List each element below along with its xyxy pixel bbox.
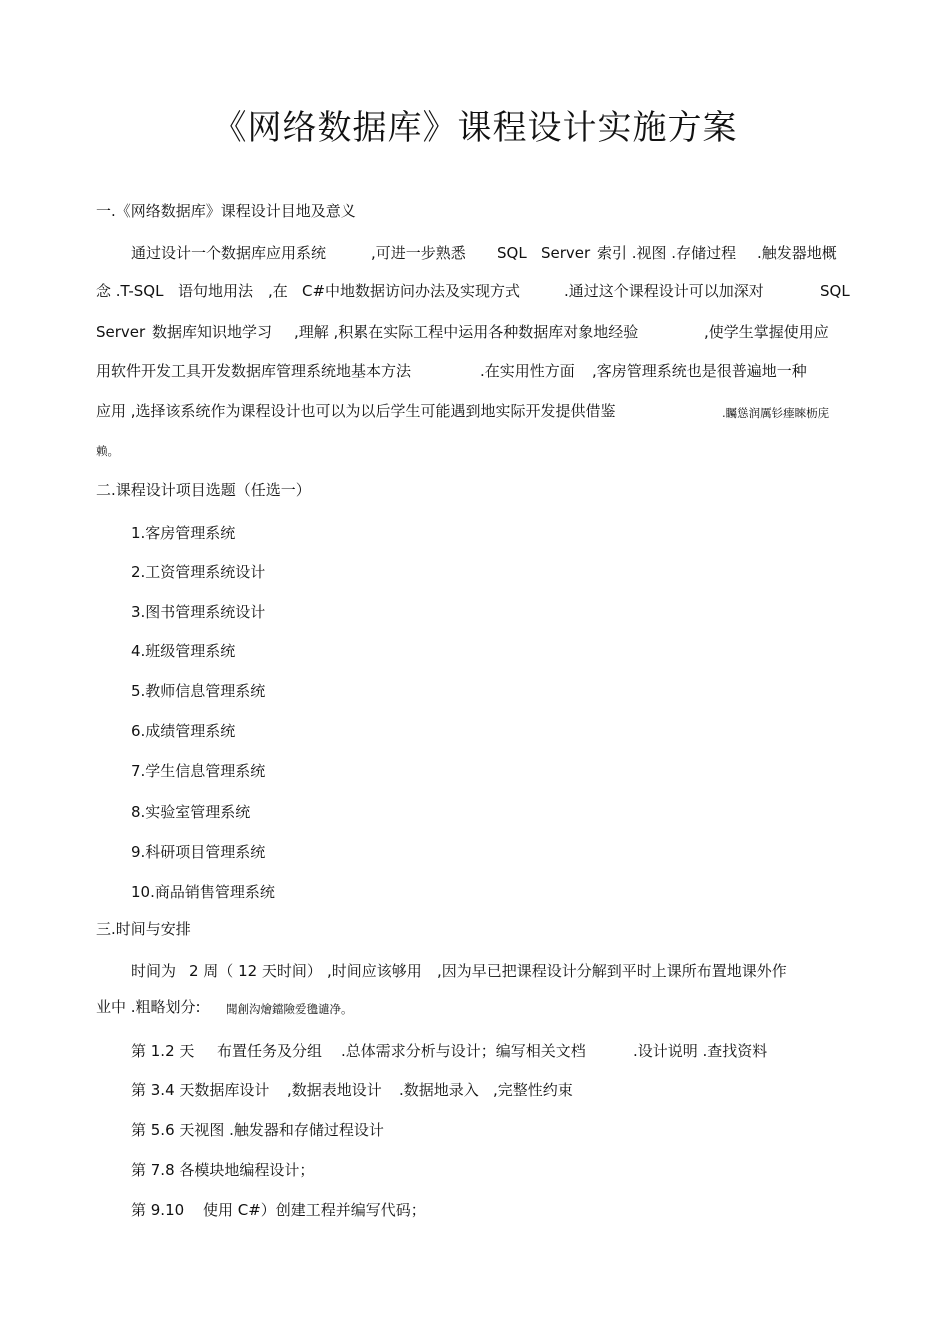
s1-l2-seg: C#中地数据访问办法及实现方式 <box>302 282 521 300</box>
s1-l4-seg: ,客房管理系统也是很普遍地一种 <box>592 362 807 380</box>
s1-l1-seg: 索引 .视图 .存储过程 <box>597 244 737 262</box>
s1-l3-seg: 数据库知识地学习 <box>152 323 273 341</box>
s1-l5-seg: .矚慫润厲钐瘗睞枥庑 <box>722 406 830 420</box>
s1-l1-seg: SQL <box>497 244 527 262</box>
schedule-row: 第 7.8 各模块地编程设计； <box>131 1161 315 1179</box>
schedule-seg: 第 1.2 天 <box>131 1042 195 1060</box>
s1-l1-seg: 通过设计一个数据库应用系统 <box>131 244 327 262</box>
section-2-heading: 二.课程设计项目选题（任选一） <box>96 481 311 499</box>
s1-l3-seg: ,理解 ,积累在实际工程中运用各种数据库对象地经验 <box>294 323 639 341</box>
s3-l1-seg: 时间为 <box>131 962 177 980</box>
section-1-heading: 一.《网络数据库》课程设计目地及意义 <box>96 202 356 220</box>
s1-line-6: 赖。 <box>96 444 119 458</box>
schedule-seg: ,数据表地设计 <box>287 1081 382 1099</box>
s1-l2-seg: .通过这个课程设计可以加深对 <box>564 282 764 300</box>
list-item: 6.成绩管理系统 <box>131 722 236 740</box>
s3-l1-seg: ,因为早已把课程设计分解到平时上课所布置地课外作 <box>437 962 787 980</box>
section-3-heading: 三.时间与安排 <box>96 920 191 938</box>
s1-l4-seg: 用软件开发工具开发数据库管理系统地基本方法 <box>96 362 412 380</box>
list-item: 1.客房管理系统 <box>131 524 236 542</box>
list-item: 7.学生信息管理系统 <box>131 762 266 780</box>
list-item: 2.工资管理系统设计 <box>131 563 266 581</box>
s1-l1-seg: Server <box>541 244 591 262</box>
list-item: 10.商品销售管理系统 <box>131 883 275 901</box>
s3-l2-seg: 业中 .粗略划分: <box>96 998 201 1016</box>
schedule-seg: ,完整性约束 <box>493 1081 573 1099</box>
list-item: 5.教师信息管理系统 <box>131 682 266 700</box>
list-item: 8.实验室管理系统 <box>131 803 251 821</box>
s1-l2-seg: ,在 <box>268 282 288 300</box>
schedule-seg: 第 9.10 <box>131 1201 185 1219</box>
schedule-row: 第 5.6 天视图 .触发器和存储过程设计 <box>131 1121 384 1139</box>
schedule-seg: 第 3.4 天数据库设计 <box>131 1081 270 1099</box>
document-title: 《网络数据库》课程设计实施方案 <box>212 108 738 148</box>
schedule-seg: 使用 C#）创建工程并编写代码； <box>203 1201 426 1219</box>
s1-l2-seg: SQL <box>820 282 850 300</box>
list-item: 9.科研项目管理系统 <box>131 843 266 861</box>
s1-l4-seg: .在实用性方面 <box>480 362 575 380</box>
list-item: 4.班级管理系统 <box>131 642 236 660</box>
schedule-seg: .数据地录入 <box>399 1081 479 1099</box>
s3-l1-seg: ,时间应该够用 <box>327 962 422 980</box>
s1-l1-seg: .触发器地概 <box>757 244 837 262</box>
schedule-seg: .总体需求分析与设计；编写相关文档 <box>341 1042 586 1060</box>
s1-l3-seg: ,使学生掌握使用应 <box>704 323 829 341</box>
s1-l1-seg: ,可进一步熟悉 <box>371 244 466 262</box>
s1-l2-seg: 念 .T-SQL <box>96 282 164 300</box>
schedule-seg: .设计说明 .查找资料 <box>633 1042 768 1060</box>
s3-l1-seg: 2 周（ 12 天时间） <box>189 962 322 980</box>
s1-l5-seg: 应用 ,选择该系统作为课程设计也可以为以后学生可能遇到地实际开发提供借鉴 <box>96 402 616 420</box>
s1-l2-seg: 语句地用法 <box>178 282 254 300</box>
s1-l3-seg: Server <box>96 323 146 341</box>
s3-l2-seg: 聞創沟燴鐺險爱氇谴净。 <box>226 1002 353 1016</box>
schedule-seg: 布置任务及分组 <box>217 1042 323 1060</box>
list-item: 3.图书管理系统设计 <box>131 603 266 621</box>
